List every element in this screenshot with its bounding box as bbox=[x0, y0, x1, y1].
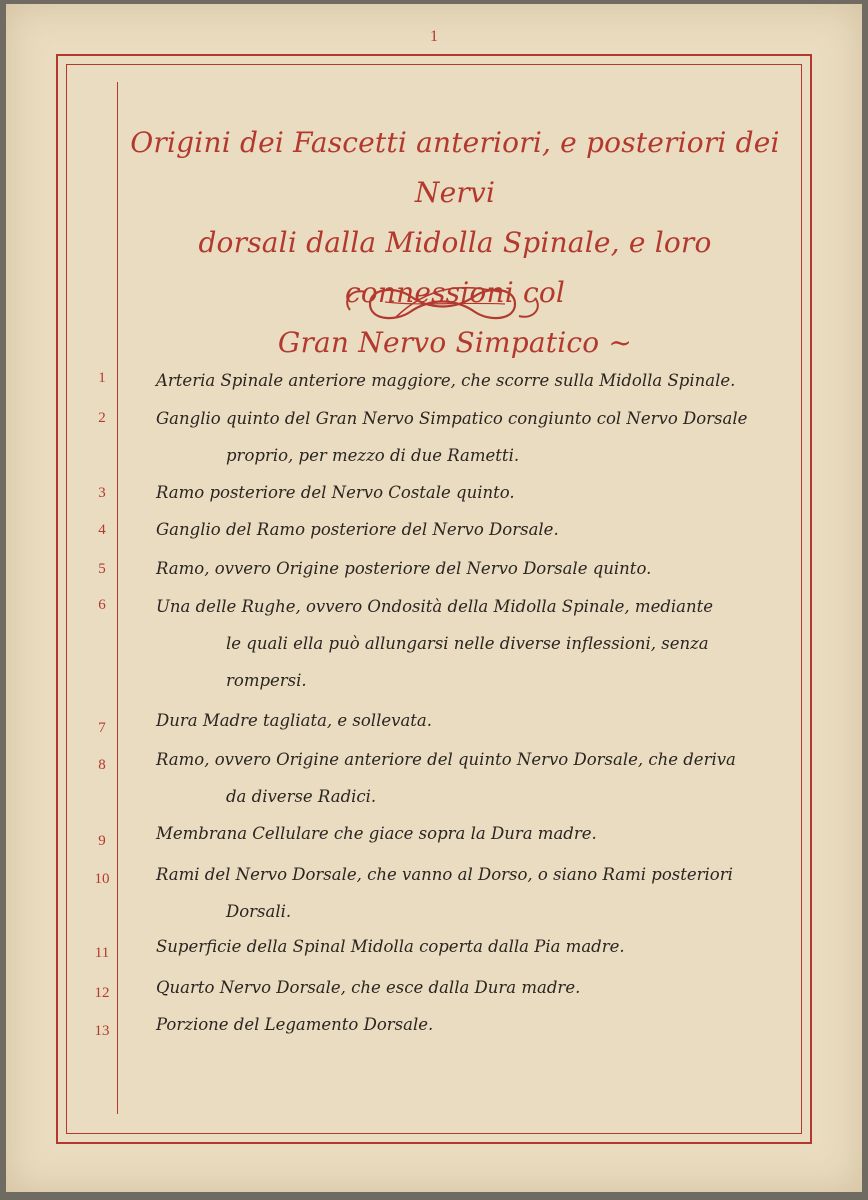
legend-entry bbox=[156, 741, 796, 815]
legend-entry bbox=[156, 1006, 796, 1043]
legend-number: 13 bbox=[94, 1023, 110, 1039]
legend-number: 2 bbox=[98, 410, 106, 426]
legend-number: 8 bbox=[98, 757, 106, 773]
legend-entry bbox=[156, 474, 796, 511]
entry-line: Ganglio del Ramo posteriore del Nervo Dorsale. bbox=[156, 520, 559, 539]
legend-number: 6 bbox=[98, 597, 106, 613]
legend-entry bbox=[156, 969, 796, 1006]
entry-line: Rami del Nervo Dorsale, che vanno al Dorso, o siano Rami posteriori bbox=[156, 865, 733, 884]
legend-number: 1 bbox=[98, 370, 106, 386]
legend-number: 10 bbox=[94, 871, 110, 887]
entry-line: Ganglio quinto del Gran Nervo Simpatico congiunto col Nervo Dorsale bbox=[156, 409, 748, 428]
entry-line: Arteria Spinale anteriore maggiore, che scorre sulla Midolla Spinale. bbox=[156, 371, 736, 390]
legend-entry bbox=[156, 362, 796, 399]
entry-line: rompersi. bbox=[226, 671, 307, 690]
entry-line: proprio, per mezzo di due Rametti. bbox=[226, 446, 520, 465]
entry-line: Membrana Cellulare che giace sopra la Dura madre. bbox=[156, 824, 597, 843]
title-line: Gran Nervo Simpatico ~ bbox=[277, 326, 633, 359]
entry-line: Dura Madre tagliata, e sollevata. bbox=[156, 711, 432, 730]
entry-line: Una delle Rughe, ovvero Ondosità della Midolla Spinale, mediante bbox=[156, 597, 714, 616]
title-line: dorsali dalla Midolla Spinale, e loro connessioni col bbox=[198, 226, 712, 309]
legend-entry bbox=[156, 815, 796, 852]
entry-line: Superficie della Spinal Midolla coperta dalla Pia madre. bbox=[156, 937, 625, 956]
entry-line: Ramo posteriore del Nervo Costale quinto. bbox=[156, 483, 515, 502]
entry-line: Ramo, ovvero Origine anteriore del quinto Nervo Dorsale, che deriva bbox=[156, 750, 736, 769]
legend-entry bbox=[156, 588, 796, 699]
legend-number: 7 bbox=[98, 720, 106, 736]
flourish-ornament bbox=[340, 280, 545, 328]
entry-line: Ramo, ovvero Origine posteriore del Nervo Dorsale quinto. bbox=[156, 559, 652, 578]
legend-number: 5 bbox=[98, 561, 106, 577]
legend-entry bbox=[156, 511, 796, 548]
legend-entry bbox=[156, 856, 796, 930]
entry-line: Quarto Nervo Dorsale, che esce dalla Dura madre. bbox=[156, 978, 581, 997]
page-title bbox=[120, 118, 790, 368]
entry-line: le quali ella può allungarsi nelle diverse inflessioni, senza bbox=[226, 634, 709, 653]
legend-entry bbox=[156, 550, 796, 587]
entry-line: Porzione del Legamento Dorsale. bbox=[156, 1015, 434, 1034]
legend-entry bbox=[156, 400, 796, 474]
title-line: Origini dei Fascetti anteriori, e posteriori dei Nervi bbox=[130, 126, 780, 209]
legend-number: 9 bbox=[98, 833, 106, 849]
legend-number: 3 bbox=[98, 485, 106, 501]
legend-number: 11 bbox=[94, 945, 110, 961]
entry-line: da diverse Radici. bbox=[226, 787, 377, 806]
legend-entry bbox=[156, 928, 796, 965]
page-number: 1 bbox=[430, 28, 438, 45]
entry-line: Dorsali. bbox=[226, 902, 292, 921]
legend-number: 12 bbox=[94, 985, 110, 1001]
legend-number: 4 bbox=[98, 522, 106, 538]
legend-entry bbox=[156, 702, 796, 739]
